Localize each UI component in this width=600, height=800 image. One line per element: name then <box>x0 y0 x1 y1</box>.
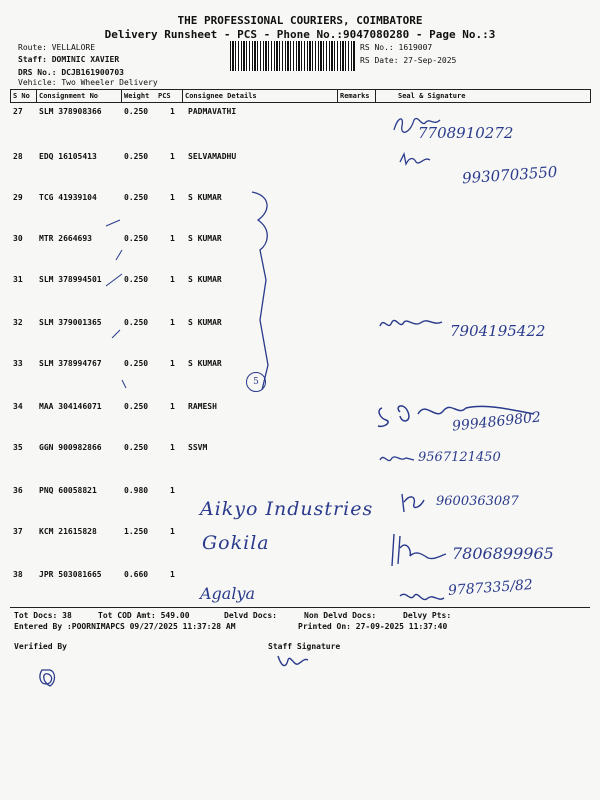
col-divider <box>121 89 122 103</box>
col-header-pcs: PCS <box>158 92 171 100</box>
row-consignment: SLM 378994501 <box>39 275 102 284</box>
vehicle-label: Vehicle: Two Wheeler Delivery <box>18 78 158 87</box>
staff-signature <box>276 650 310 672</box>
total-cod-amount: Tot COD Amt: 549.00 <box>98 611 190 620</box>
row-weight: 0.250 <box>124 193 149 202</box>
row-consignee: S KUMAR <box>188 359 222 368</box>
row-pcs: 1 <box>170 152 175 161</box>
barcode <box>230 41 355 71</box>
signature-row-28 <box>398 150 438 170</box>
row-consignment: SLM 379001365 <box>39 318 102 327</box>
non-delivered-docs: Non Delvd Docs: <box>304 611 377 620</box>
delivered-docs: Delvd Docs: <box>224 611 277 620</box>
row-weight: 0.250 <box>124 275 149 284</box>
row-pcs: 1 <box>170 107 175 116</box>
row-weight: 0.250 <box>124 318 149 327</box>
col-header-consignee: Consignee Details <box>185 92 257 100</box>
row-sno: 33 <box>13 359 23 368</box>
row-sno: 37 <box>13 527 23 536</box>
row-pcs: 1 <box>170 234 175 243</box>
row-consignment: MAA 304146071 <box>39 402 102 411</box>
row-weight: 0.250 <box>124 107 149 116</box>
handwritten-phone-38: 9787335/82 <box>447 577 534 599</box>
handwritten-name-36: Aikyo Industries <box>200 498 374 520</box>
verified-signature <box>36 666 60 688</box>
handwritten-name-37: Gokila <box>202 532 270 554</box>
col-header-sno: S No <box>13 92 30 100</box>
row-weight: 0.250 <box>124 443 149 452</box>
col-header-seal: Seal & Signature <box>398 92 466 100</box>
rs-date: RS Date: 27-Sep-2025 <box>360 56 457 65</box>
row-pcs: 1 <box>170 318 175 327</box>
row-sno: 32 <box>13 318 23 327</box>
row-consignee: S KUMAR <box>188 275 222 284</box>
company-title: THE PROFESSIONAL COURIERS, COIMBATORE <box>177 14 423 27</box>
row-consignment: SLM 378994767 <box>39 359 102 368</box>
handwritten-phone-32: 7904195422 <box>450 322 546 340</box>
signature-row-32 <box>378 314 448 334</box>
table-top-rule <box>10 89 590 90</box>
row-consignment: KCM 21615828 <box>39 527 97 536</box>
row-consignee: S KUMAR <box>188 318 222 327</box>
staff-signature-label: Staff Signature <box>268 642 341 651</box>
row-consignee: S KUMAR <box>188 234 222 243</box>
total-docs: Tot Docs: 38 <box>14 611 72 620</box>
row-consignee: SELVAMADHU <box>188 152 237 161</box>
handwritten-phone-27: 7708910272 <box>418 124 514 142</box>
signature-row-35 <box>378 450 420 468</box>
row-weight: 0.250 <box>124 234 149 243</box>
row-consignment: GGN 900982866 <box>39 443 102 452</box>
row-consignment: MTR 2664693 <box>39 234 92 243</box>
row-consignee: SSVM <box>188 443 208 452</box>
row-sno: 27 <box>13 107 23 116</box>
rs-number: RS No.: 1619007 <box>360 43 433 52</box>
row-sno: 31 <box>13 275 23 284</box>
col-divider <box>590 89 591 103</box>
delivery-points: Delvy Pts: <box>403 611 452 620</box>
printed-on: Printed On: 27-09-2025 11:37:40 <box>298 622 448 631</box>
handwritten-phone-35: 9567121450 <box>418 450 501 465</box>
verified-by-label: Verified By <box>14 642 67 651</box>
route-label: Route: VELLALORE <box>18 43 96 52</box>
runsheet-subtitle: Delivery Runsheet - PCS - Phone No.:9047080280 - Page No.:3 <box>104 28 496 41</box>
row-pcs: 1 <box>170 486 175 495</box>
table-header-rule <box>10 102 590 103</box>
entered-by: Entered By :POORNIMAPCS 09/27/2025 11:37:28 AM <box>14 622 236 631</box>
row-sno: 29 <box>13 193 23 202</box>
col-divider <box>375 89 376 103</box>
handwritten-phone-37: 7806899965 <box>452 544 554 563</box>
row-sno: 28 <box>13 152 23 161</box>
row-sno: 30 <box>13 234 23 243</box>
row-weight: 0.250 <box>124 359 149 368</box>
handwritten-phone-34: 9994869802 <box>451 409 542 435</box>
row-consignee: S KUMAR <box>188 193 222 202</box>
row-weight: 1.250 <box>124 527 149 536</box>
handwritten-phone-28: 9930703550 <box>461 162 558 188</box>
col-header-remarks: Remarks <box>340 92 370 100</box>
row-pcs: 1 <box>170 275 175 284</box>
col-divider <box>337 89 338 103</box>
row-consignee: PADMAVATHI <box>188 107 237 116</box>
row-consignee: RAMESH <box>188 402 217 411</box>
row-sno: 34 <box>13 402 23 411</box>
col-divider <box>10 89 11 103</box>
row-pcs: 1 <box>170 443 175 452</box>
row-sno: 35 <box>13 443 23 452</box>
row-pcs: 1 <box>170 527 175 536</box>
row-sno: 36 <box>13 486 23 495</box>
row-consignment: EDQ 16105413 <box>39 152 97 161</box>
signature-row-38 <box>398 588 448 608</box>
row-weight: 0.980 <box>124 486 149 495</box>
row-pcs: 1 <box>170 359 175 368</box>
drs-label: DRS No.: DCJB161900703 <box>18 68 124 77</box>
circled-count-stamp: 5 <box>246 372 266 392</box>
row-weight: 0.250 <box>124 152 149 161</box>
signature-row-36 <box>398 490 428 516</box>
col-divider <box>36 89 37 103</box>
row-pcs: 1 <box>170 193 175 202</box>
row-weight: 0.250 <box>124 402 149 411</box>
col-divider <box>182 89 183 103</box>
footer-rule <box>10 607 590 608</box>
handwritten-phone-36: 9600363087 <box>436 494 519 509</box>
handwritten-name-38: Agalya <box>200 584 256 603</box>
col-header-weight: Weight <box>124 92 150 100</box>
row-consignment: JPR 503081665 <box>39 570 102 579</box>
staff-label: Staff: DOMINIC XAVIER <box>18 55 120 64</box>
col-header-consignment: Consignment No <box>39 92 99 100</box>
row-consignment: TCG 41939104 <box>39 193 97 202</box>
bracket-scribble-rows-29-33 <box>100 190 290 400</box>
row-consignment: PNQ 60058821 <box>39 486 97 495</box>
signature-row-37 <box>388 530 448 570</box>
row-consignment: SLM 378908366 <box>39 107 102 116</box>
row-pcs: 1 <box>170 402 175 411</box>
row-weight: 0.660 <box>124 570 149 579</box>
row-sno: 38 <box>13 570 23 579</box>
row-pcs: 1 <box>170 570 175 579</box>
